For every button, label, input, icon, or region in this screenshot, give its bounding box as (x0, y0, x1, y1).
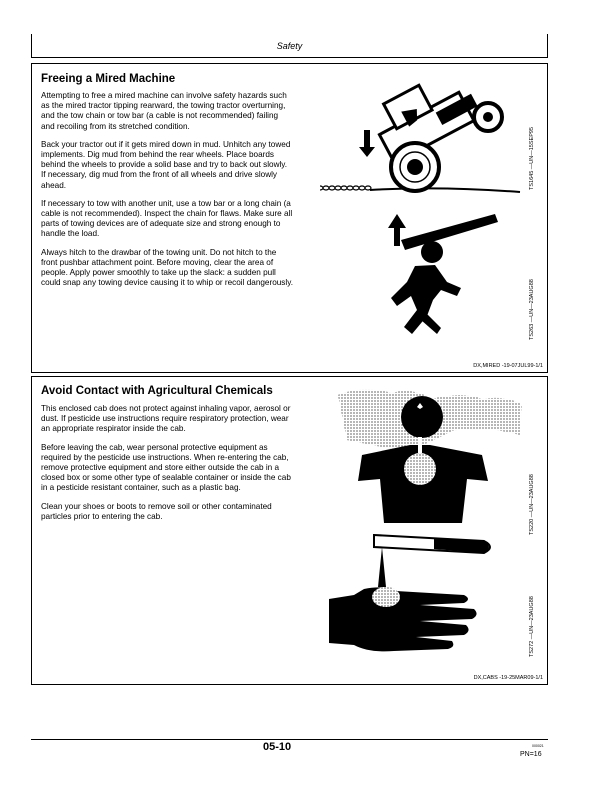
page-header (31, 34, 548, 58)
section-agricultural-chemicals (31, 376, 548, 685)
paragraph: Clean your shoes or boots to remove soil or other contaminated particles prior to entering the cab. (41, 501, 272, 521)
skin-contact-illustration (324, 527, 524, 667)
paragraph: This enclosed cab does not protect against inhaling vapor, aerosol or dust. If pesticide use instructions require respiratory protection, wear an appropriate respirator inside the cab. (41, 404, 291, 434)
section-title: Avoid Contact with Agricultural Chemicals (41, 385, 273, 397)
figure-code: TS220 —UN—23AUG88 (529, 474, 535, 535)
header-title: Safety (276, 41, 303, 51)
paragraph: Attempting to free a mired machine can involve safety hazards such as the mired tractor tipping rearward, the towing tractor overturning, and the tow chain or tow bar (a cable is not recommended) failing and recoiling from its stretched condition. (41, 91, 287, 131)
figure-code: TS263 —UN—23AUG88 (529, 279, 535, 340)
reference-code: DX,MIRED -19-07JUL99-1/1 (473, 363, 543, 369)
pn-marker: PN=16 (520, 751, 542, 758)
section-body (41, 91, 293, 296)
section-freeing-mired-machine (31, 63, 548, 373)
small-code: 000021 (532, 744, 544, 748)
tractor-tipping-illustration (320, 72, 525, 202)
figure-code: TS1645 —UN—15SEP95 (529, 127, 535, 190)
reference-code: DX,CABS -19-25MAR09-1/1 (473, 675, 543, 681)
paragraph: Before leaving the cab, wear personal protective equipment as required by the pesticide use instructions. When re-entering the cab, remove protective equipment and store either outside the cab in a closed box or some other type of sealable container or inside the cab in a pesticide resistant container, such as a plastic bag. (41, 442, 291, 493)
section-title: Freeing a Mired Machine (41, 73, 176, 85)
section-body (41, 404, 293, 530)
page-number: 05-10 (263, 741, 292, 753)
person-recoil-illustration (367, 210, 517, 348)
figure-code: TS272 —UN—23AUG88 (529, 596, 535, 657)
paragraph: If necessary to tow with another unit, use a tow bar or a long chain (a cable is not recommended). Inspect the chain for flaws. Make sure all parts of towing devices are of adequate size and strong enough to handle the load. (41, 198, 293, 239)
paragraph: Back your tractor out if it gets mired down in mud. Unhitch any towed implements. Dig mud from behind the rear wheels. Place boards behind the wheels to provide a solid base and try to back out slowly. If necessary, dig mud from the front of all wheels and drive slowly ahead. (41, 139, 291, 190)
paragraph: Always hitch to the drawbar of the towing unit. Do not hitch to the front pushbar attachment point. Before moving, clear the area of people. Apply power smoothly to take up the slack: a sudden pull could snap any towing device causing it to whip or recoil dangerously. (41, 247, 293, 288)
footer-divider (31, 739, 548, 740)
inhaling-chemicals-illustration (332, 385, 527, 525)
